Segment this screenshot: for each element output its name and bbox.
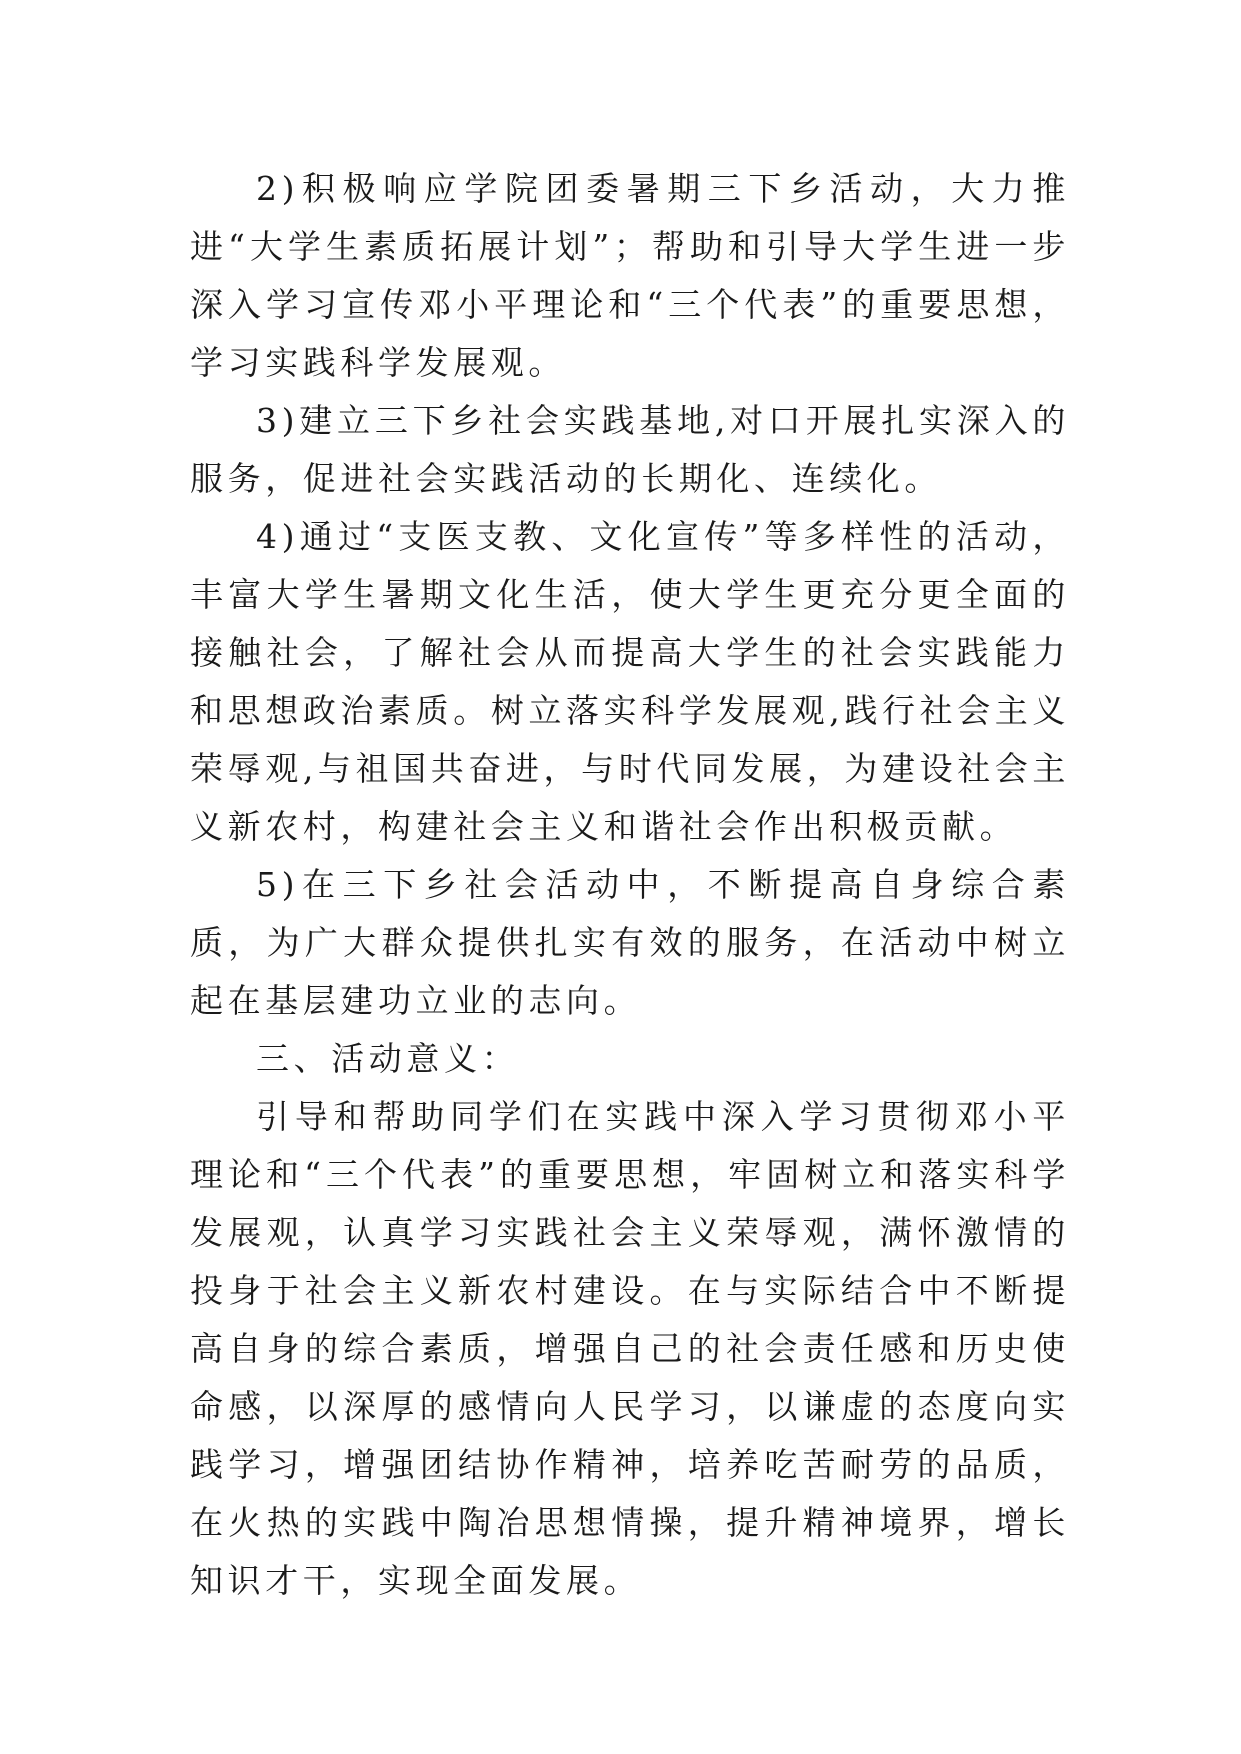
paragraph-item-5: 5)在三下乡社会活动中，不断提高自身综合素质，为广大群众提供扎实有效的服务，在活动中树立起在基层建功立业的志向。 — [190, 865, 1070, 1020]
paragraph-item-3: 3)建立三下乡社会实践基地,对口开展扎实深入的服务，促进社会实践活动的长期化、连续化。 — [190, 401, 1070, 498]
paragraph-item-4: 4)通过“支医支教、文化宣传”等多样性的活动，丰富大学生暑期文化生活，使大学生更充分更全面的接触社会，了解社会从而提高大学生的社会实践能力和思想政治素质。树立落实科学发展观,践行社会主义荣辱观,与祖国共奋进，与时代同发展，为建设社会主义新农村，构建社会主义和谐社会作出积极贡献。 — [190, 517, 1070, 846]
section-heading-activity-significance: 三、活动意义： — [256, 1039, 520, 1078]
document-body — [190, 160, 1070, 1610]
paragraph-significance: 引导和帮助同学们在实践中深入学习贯彻邓小平理论和“三个代表”的重要思想，牢固树立和落实科学发展观，认真学习实践社会主义荣辱观，满怀激情的投身于社会主义新农村建设。在与实际结合中不断提高自身的综合素质，增强自己的社会责任感和历史使命感，以深厚的感情向人民学习，以谦虚的态度向实践学习，增强团结协作精神，培养吃苦耐劳的品质，在火热的实践中陶冶思想情操，提升精神境界，增长知识才干，实现全面发展。 — [190, 1097, 1070, 1600]
paragraph-item-2: 2)积极响应学院团委暑期三下乡活动，大力推进“大学生素质拓展计划”；帮助和引导大学生进一步深入学习宣传邓小平理论和“三个代表”的重要思想，学习实践科学发展观。 — [190, 169, 1070, 382]
